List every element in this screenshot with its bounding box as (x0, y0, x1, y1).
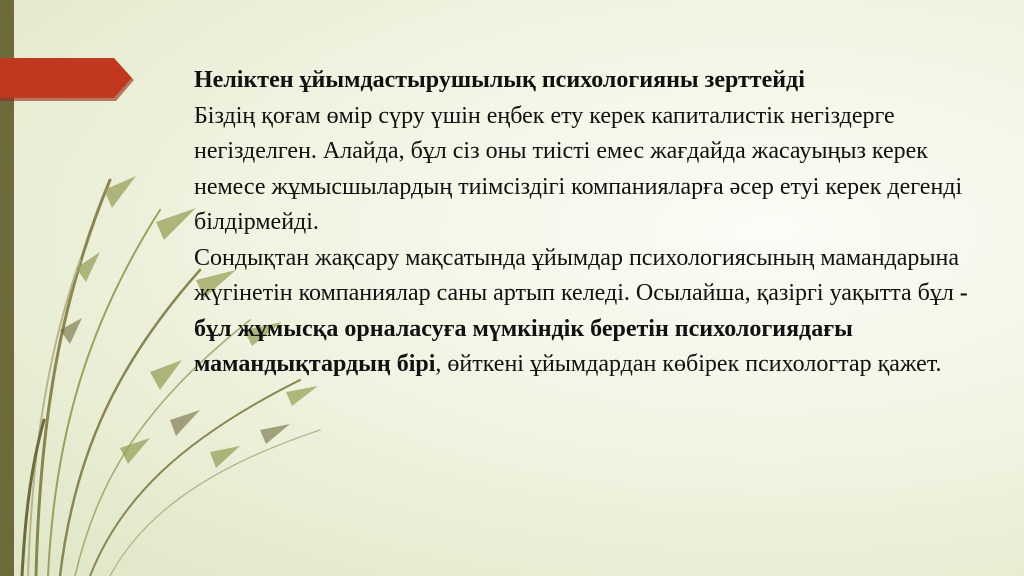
slide-heading: Неліктен ұйымдастырушылық психологияны зерттейді (194, 67, 805, 93)
paragraph-2 (194, 241, 974, 383)
paragraph-2-end: , өйткені ұйымдардан көбірек психологтар қажет. (435, 351, 942, 377)
paragraph-1: Біздің қоғам өмір сүру үшін еңбек ету керек капиталистік негіздерге негізделген. Алайда, бұл сіз оны тиісті емес жағдайда жасауыңыз керек немесе жұмысшылардың тиімсіздігі компанияларға әсер етуі керек дегенді білдірмейді. (194, 102, 963, 235)
red-arrow-shape (0, 0, 140, 110)
paragraph-2-start: Сондықтан жақсару мақсатында ұйымдар психологиясының мамандарына жүгінетін компаниялар саны артып келеді. Осылайша, қазіргі уақытта бұл (194, 244, 960, 306)
slide-content (194, 63, 974, 383)
paragraph-2-bold: - бұл жұмысқа орналасуға мүмкіндік беретін психологиядағы мамандықтардың бірі (194, 280, 968, 377)
